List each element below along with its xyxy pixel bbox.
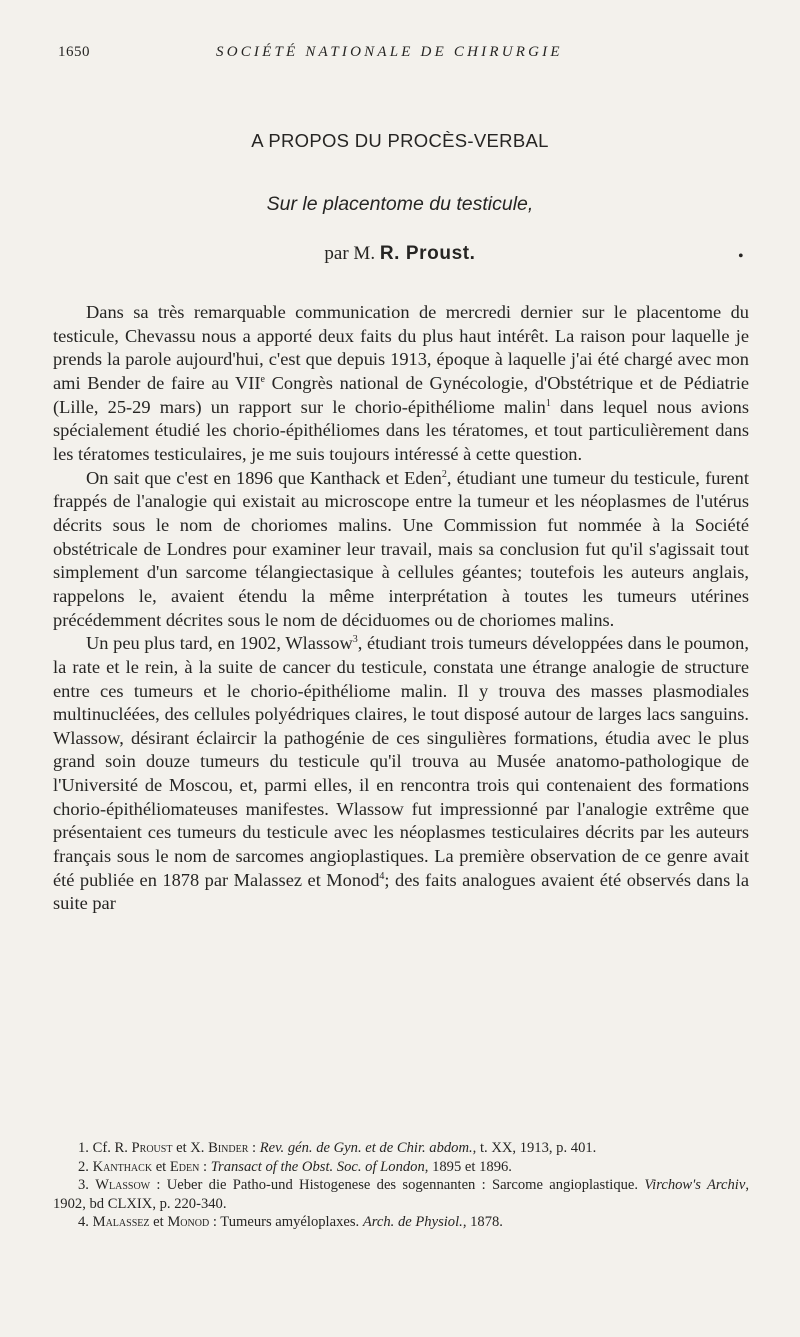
paragraph-3-text-b: , étudiant trois tumeurs développées dans le poumon, la rate et le rein, à la suite de cancer du testicule, constata une étrange analogie de structure entre ces tumeurs et le chorio-épithéliome malin. Il y trouva des masses plasmodiales multinucléées, des cellules polyédriques claires, le tout disposé autour de larges lacs sanguins. Wlassow, désirant éclaircir la pathogénie de ces singulières formations, étudia avec le plus grand soin douze tumeurs du testicule qu'il trouva au Musée anatomo-pathologique de l'Université de Moscou, et, parmi elles, il en rencontra trois qui contenaient des formations chorio-épithéliomateuses manifestes. Wlassow fut impressionné par l'analogie extrême que présentaient ces tumeurs du testicule avec les néoplasmes testiculaires décrits par les auteurs français sous le nom de sarcomes angioplastiques. La première observation de ce genre avait été publiée en 1878 par Malassez et Monod bbox=[53, 633, 749, 890]
page-number: 1650 bbox=[58, 44, 90, 60]
footnote-2-author-1: Kanthack bbox=[92, 1158, 153, 1175]
paragraph-3-text-a: Un peu plus tard, en 1902, Wlassow bbox=[86, 633, 353, 654]
author-name: R. Proust. bbox=[379, 243, 476, 264]
footnote-4-details: , 1878. bbox=[462, 1214, 503, 1231]
footnotes bbox=[53, 1139, 749, 1232]
footnote-3-journal: Virchow's Archiv bbox=[644, 1177, 746, 1194]
footnote-4-title: : Tumeurs amyéloplaxes. bbox=[209, 1214, 363, 1231]
footnote-2-details: , 1895 et 1896. bbox=[424, 1158, 512, 1175]
footnote-2-number: 2. bbox=[78, 1158, 89, 1175]
journal-title: SOCIÉTÉ NATIONALE DE CHIRURGIE bbox=[216, 44, 563, 60]
footnote-ref-2: 2 bbox=[441, 468, 447, 480]
stray-mark: • bbox=[738, 248, 744, 265]
footnote-ref-4: 4 bbox=[379, 870, 385, 882]
footnote-4-author-2: Monod bbox=[167, 1214, 210, 1231]
footnote-3 bbox=[53, 1176, 749, 1213]
footnote-1-details: , t. XX, 1913, p. 401. bbox=[472, 1140, 597, 1156]
footnote-1-journal: Rev. gén. de Gyn. et de Chir. abdom. bbox=[259, 1140, 473, 1156]
footnote-1-joiner: et X. bbox=[172, 1140, 209, 1156]
footnote-2-joiner: et bbox=[152, 1158, 170, 1175]
footnote-2 bbox=[53, 1158, 749, 1177]
footnote-3-author: Wlassow bbox=[95, 1177, 151, 1194]
paragraph-1-text-b: Congrès national de Gynécologie, d'Obstétrique et de Pédiatrie (Lille, 25-29 mars) un rapport sur le chorio-épithéliome malin bbox=[53, 372, 749, 417]
footnote-1 bbox=[53, 1139, 749, 1158]
byline bbox=[0, 243, 800, 265]
paragraph-1-text-a: Dans sa très remarquable communication de mercredi dernier sur le placentome du testicule, Chevassu nous a apporté deux faits du plus haut intérêt. La raison pour laquelle je prends la parole aujourd'hui, c'est que depuis 1913, époque à laquelle j'ai été chargé avec mon ami Bender de faire au VII bbox=[53, 302, 749, 393]
footnote-1-author-1: Proust bbox=[131, 1140, 173, 1156]
footnote-4-number: 4. bbox=[78, 1214, 89, 1231]
footnote-1-separator: : bbox=[248, 1140, 260, 1156]
footnote-3-title: : Ueber die Patho-und Histogenese des sogennanten : Sarcome angioplastique. bbox=[150, 1177, 645, 1194]
footnote-2-author-2: Eden bbox=[169, 1158, 200, 1175]
footnote-3-details: , 1902, bd CLXIX, p. 220-340. bbox=[53, 1177, 749, 1212]
superscript-e: e bbox=[260, 373, 265, 385]
footnote-ref-3: 3 bbox=[352, 634, 358, 646]
paragraph-2-text-a: On sait que c'est en 1896 que Kanthack et Eden bbox=[86, 467, 442, 488]
footnote-1-author-2: Binder bbox=[208, 1140, 249, 1156]
footnote-2-separator: : bbox=[199, 1158, 211, 1175]
running-head bbox=[58, 44, 748, 68]
paragraph-1-text-c: dans lequel nous avions spécialement étudié les chorio-épithéliomes dans les tératomes, et tout particulièrement dans les tératomes testiculaires, je me suis toujours intéressé à cette question. bbox=[53, 396, 750, 464]
paragraph-2-text-b: , étudiant une tumeur du testicule, furent frappés de l'analogie qui existait au microscope entre la tumeur et les néoplasmes de l'utérus décrits sous le nom de choriomes malins. Une Commission fut nommée à la Société obstétricale de Londres pour examiner leur travail, mais sa conclusion fut qu'il s'agissait tout simplement d'un sarcome télangiectasique à cellules géantes; toutefois les auteurs anglais, rappelons le, avaient étendu la même interprétation à toutes les tumeurs utérines précédemment décrites sous le nom de déciduomes ou de choriomes malins. bbox=[53, 467, 749, 630]
paragraph-2 bbox=[53, 467, 749, 633]
paragraph-1 bbox=[53, 301, 749, 467]
paragraph-3 bbox=[53, 632, 749, 916]
footnote-3-number: 3. bbox=[78, 1177, 89, 1194]
footnote-1-prefix: Cf. R. bbox=[88, 1140, 132, 1156]
footnote-4-joiner: et bbox=[149, 1214, 168, 1231]
byline-prefix: par M. bbox=[324, 243, 380, 264]
footnote-2-journal: Transact of the Obst. Soc. of London bbox=[210, 1158, 425, 1175]
section-title: A PROPOS DU PROCÈS-VERBAL bbox=[251, 130, 549, 151]
footnote-4 bbox=[53, 1213, 749, 1232]
footnote-ref-1: 1 bbox=[545, 397, 551, 409]
footnote-4-journal: Arch. de Physiol. bbox=[362, 1214, 463, 1231]
footnote-1-number: 1. bbox=[78, 1140, 89, 1156]
paragraph-3-text-c: ; des faits analogues avaient été observés dans la suite par bbox=[53, 869, 749, 914]
article-body bbox=[53, 301, 749, 916]
article-title: Sur le placentome du testicule, bbox=[266, 193, 534, 215]
footnote-4-author-1: Malassez bbox=[92, 1214, 150, 1231]
